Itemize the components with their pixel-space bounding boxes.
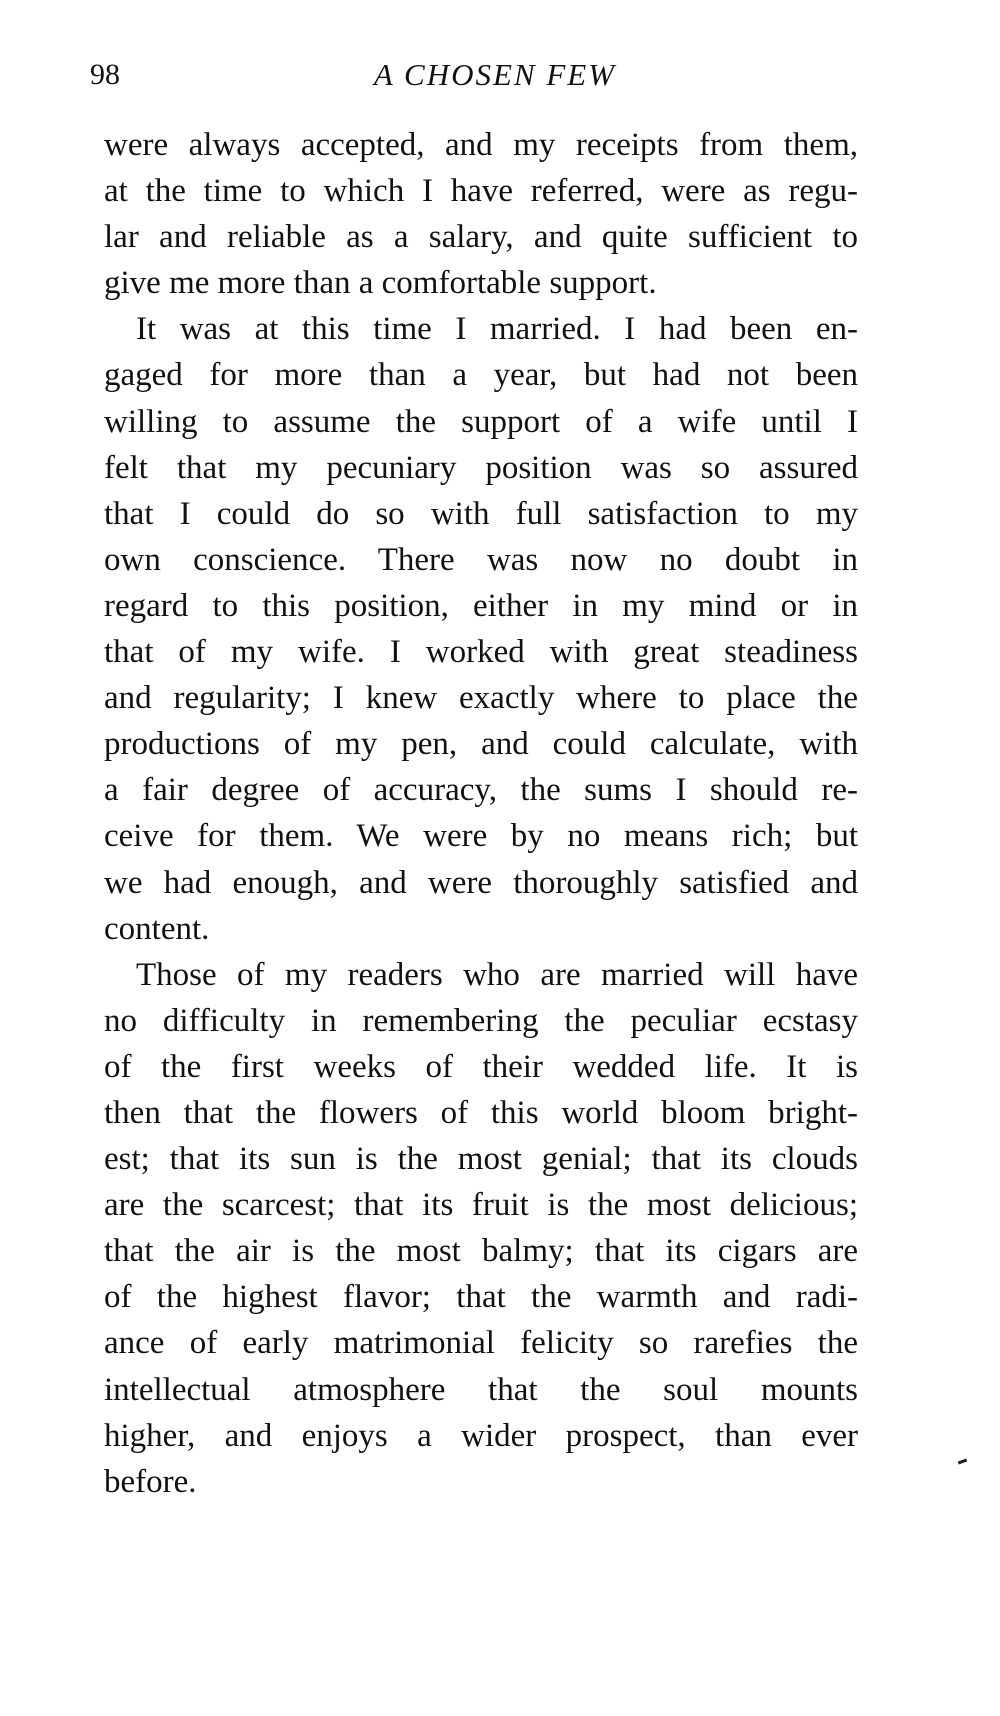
text-line: ance of early matrimonial felicity so rarefies the [104, 1325, 858, 1362]
text-line: est; that its sun is the most genial; that its clouds [104, 1141, 858, 1178]
text-line: of the highest flavor; that the warmth and radi- [104, 1279, 858, 1316]
text-line: Those of my readers who are married will have [136, 956, 858, 993]
text-line: ceive for them. We were by no means rich; but [104, 818, 858, 855]
running-title: A CHOSEN FEW [373, 57, 617, 92]
text-line: gaged for more than a year, but had not been [104, 357, 858, 394]
margin-mark [958, 1459, 967, 1465]
paragraph-2 [104, 306, 858, 951]
page-number: 98 [90, 58, 120, 91]
text-line: higher, and enjoys a wider prospect, than ever [104, 1417, 858, 1454]
text-line: intellectual atmosphere that the soul mounts [104, 1371, 858, 1408]
text-line: that of my wife. I worked with great steadiness [104, 634, 858, 671]
text-line: at the time to which I have referred, were as regu- [104, 173, 858, 210]
body-text [104, 122, 858, 1505]
paragraph-3 [104, 952, 858, 1505]
text-line: It was at this time I married. I had been en- [136, 311, 858, 348]
text-line: that the air is the most balmy; that its cigars are [104, 1233, 858, 1270]
text-line: lar and reliable as a salary, and quite sufficient to [104, 219, 858, 256]
text-line: that I could do so with full satisfaction to my [104, 495, 858, 532]
running-head [90, 50, 900, 100]
text-line: no difficulty in remembering the peculiar ecstasy [104, 1002, 858, 1039]
paragraph-1 [104, 122, 858, 306]
text-line: felt that my pecuniary position was so assured [104, 449, 858, 486]
text-line: were always accepted, and my receipts from them, [104, 127, 858, 163]
text-line: own conscience. There was now no doubt in [104, 541, 858, 578]
text-line: give me more than a comfortable support. [104, 265, 657, 302]
text-line: are the scarcest; that its fruit is the most delicious; [104, 1187, 858, 1224]
text-line: before. [104, 1463, 197, 1500]
text-line: we had enough, and were thoroughly satisfied and [104, 864, 858, 901]
text-line: willing to assume the support of a wife until I [104, 403, 858, 440]
text-line: content. [104, 910, 210, 947]
text-line: of the first weeks of their wedded life. It is [104, 1048, 858, 1085]
text-line: then that the flowers of this world bloom bright- [104, 1094, 858, 1131]
text-line: productions of my pen, and could calculate, with [104, 726, 858, 763]
text-line: regard to this position, either in my mind or in [104, 587, 858, 624]
text-line: and regularity; I knew exactly where to place the [104, 680, 858, 717]
text-line: a fair degree of accuracy, the sums I should re- [104, 772, 858, 809]
